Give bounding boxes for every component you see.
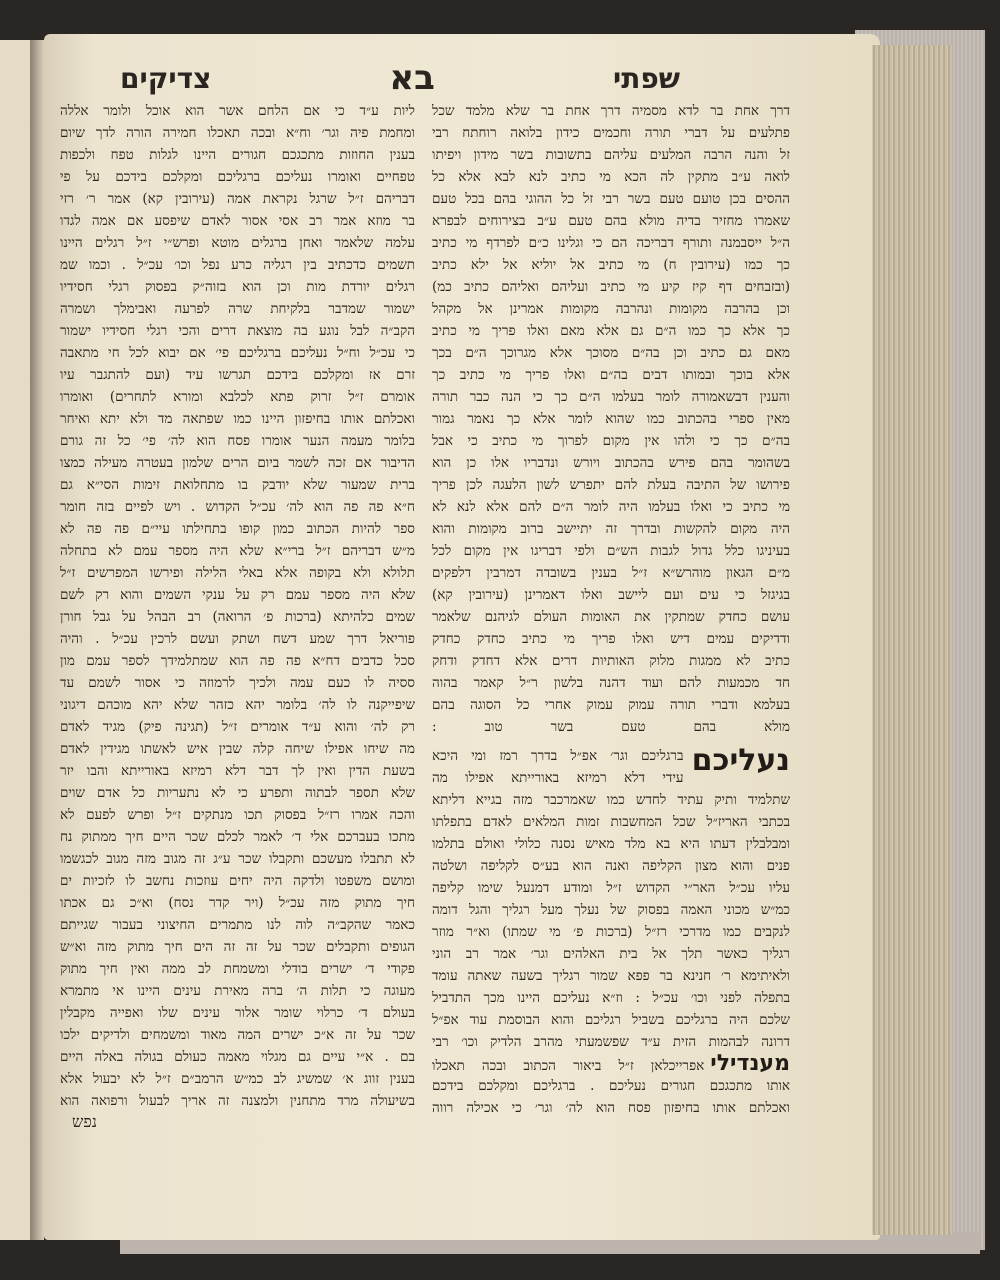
- text-line: אותו מתכגכם חגורים נעליכם . ברגליכם ומקלכם בידכם: [432, 1078, 790, 1094]
- text-line: [432, 1053, 790, 1075]
- text-line: מ״ם הגאון מוהרש״א ז״ל בענין בשובדה דמרבין דלפקים: [432, 565, 790, 581]
- text-line: ודדיקים עמים דיש ואלו פריך מי כתיב כחדק כחדק: [432, 631, 790, 647]
- text-line: מאין ספרי בהכתוב כמו שהוא לומר אלא כך נאמר גמור: [432, 411, 790, 427]
- lead-word-2: מענדילי: [710, 1053, 790, 1075]
- right-column: [432, 100, 790, 740]
- text-line: אלא בוכך ובמותו דבים בה״ם ואלו פריך מי כתיב כך: [432, 367, 790, 383]
- text-line: שלא היה מספר עמם רק על ענקי השמים והוא רק לשם: [60, 587, 415, 603]
- text-line: שתלמיד ותיק עתיד לחדש כמו שאמרכבר מזה בגייא דליתא: [432, 792, 790, 808]
- text-line: לא תתבלו מעשכם ותקבלו שכר ע״ג זה מגוב מזה מגוב לכגשמו: [60, 851, 415, 867]
- text-line: מתכו בעברכם אלי ד׳ לאמר לכלם שכר היים חיך ממתוק נח: [60, 829, 415, 845]
- text-line: לואה ע״ב מתקין לה הכא מי כתיב לנא לבא אלא כל: [432, 169, 790, 185]
- text-line: חיך מתוק מזה עכ״ל (ויר קדר נסח) וא״כ גם אכתו: [60, 895, 415, 911]
- text-line: טפחיים ואומרו נעליכם ברגליכם ומקלכם בידכם על פי: [60, 169, 415, 185]
- text-line: תשמים כדכתיב בין רגליה כרע נפל וכו׳ עכ״ל . וכמו שמ: [60, 257, 415, 273]
- text-line: בעולם ד׳ כרלוי שומר אלור עינים שלו ואפייה מקבלין: [60, 1005, 415, 1021]
- text-line: בתפלה לפני וכו׳ עכ״ל : וז״א נעליכם היינו מכך התדביל: [432, 990, 790, 1006]
- text-line: לנקבים כמו מדרכי רז״ל (ברכות פ׳ מי שמתו) וא״ר מוזר: [432, 924, 790, 940]
- text-line: זרם אז ומקלכם בידכם תגרשו עיד (ועם להתגבר עיו: [60, 367, 415, 383]
- text-line-rest: אפרייכלאן ז״ל ביאור הכתוב ובכה תאכלו: [432, 1058, 705, 1074]
- running-header: [120, 58, 680, 98]
- text-line: כך אלא כך כמו ה״ם גם אלא מאם ואלו פריך מי כתיב: [432, 323, 790, 339]
- text-line: רק לה׳ והוא ע״ד אומרים ז״ל (תגינה פיק) מגיד לאדם: [60, 719, 415, 735]
- text-line: ישמור שמדבר בלקיחת שרה לפרעה ואבימלך ושמרה: [60, 301, 415, 317]
- text-line: מאם גם כתיב וכן בה״ם מסוכך אלא מגרוכך ה״ם בכך: [432, 345, 790, 361]
- header-portion-name: בא: [389, 58, 435, 98]
- header-title-right: שפתי: [612, 61, 680, 95]
- text-line: בלומר מעמה הנער אומרו פסח הוא לה׳ פי׳ כל זה גורם: [60, 433, 415, 449]
- text-line: ברגליכם וגר׳ אפ״ל בדרך רמז ומי היכא: [432, 748, 684, 764]
- text-line: ומושם משפטו ולדקה היה יחים עוזכות נחשב לו לזכיות ים: [60, 873, 415, 889]
- text-line: ואכלתם אותו בחיפזון פסח הוא לה׳ וגר׳ כי אכילה רווה: [432, 1100, 790, 1115]
- text-line: ססיה לו כעם עמה ולכיך לרמוזה כי אסור לשמם עד: [60, 675, 415, 691]
- text-line: הדיבור אם זכה לשמר ביום הרים שלמון בעטרה מעילה כמצו: [60, 455, 415, 471]
- text-line: תלולא ולא בקופה אלא באלי הלילה ופירשו המפרשים ז״ל: [60, 565, 415, 581]
- text-line: פירושו של התיבה בעלת להם יתפרש לשון הלעגה לכן פריך: [432, 477, 790, 493]
- text-line: שיפייקנה לו לה׳ בלומר יהא כזהר שלא יהא מוכהם דיגוני: [60, 697, 415, 713]
- text-line: בכתבי האריז״ל שכל המחשבות זמות המלאים לאדם בתפלתו: [432, 814, 790, 830]
- text-line: סכל כדבים דח״א פה פה הוא שמתלמידך לספר עמם מון: [60, 653, 415, 669]
- text-line: בענין החוזות מתכגכם חגורים היינו לגלות טפח ולכפות: [60, 147, 415, 163]
- page-stack-edge: [872, 45, 952, 1235]
- text-line: עליו עכ״ל האר״י הקדוש ז״ל ומודע דמנעל שימו קליפה: [432, 880, 790, 896]
- text-line: פנים והוא מצון הקליפה ואנה הוא בע״ס לקליפה ושלטה: [432, 858, 790, 874]
- text-line: רגליך כאשר תלך אל בית האלהים וגר׳ אמר רב הוני: [432, 946, 790, 962]
- right-column-lower: [432, 745, 790, 1115]
- text-line: דרך אחת בר לדא מסמיה דרך אחת בר שלא מלמד שכל: [432, 103, 790, 119]
- text-line: בענין זווג א׳ שמשיג לב כמ״ש הרמב״ם ז״ל לא יבעול אלא: [60, 1071, 415, 1087]
- text-line: כי עכ״ל וח״ל נעליכם ברגליכם פי׳ אם יבוא לכל חי מתאבה: [60, 345, 415, 361]
- text-line: עלמה שלאמר ואחן ברגלים מוטא ופרש״י ז״ל רגלים היינו: [60, 235, 415, 251]
- text-line: כאמר שהקב״ה לוה לנו מתמרים החיצוני בעבור שגייתם: [60, 917, 415, 933]
- text-line: ומבלבלין דעתו היא בא מלד מאיש נסנה כלולי ואולם בתלמו: [432, 836, 790, 852]
- text-line: ההסים בכן טועם טעם בשר רבי זל כל ההוגי בהם בכל טעם: [432, 191, 790, 207]
- text-line: בשהומר בהם פירש בהכתוב ויורש ונדבריו אלו כן הוא: [432, 455, 790, 471]
- text-line: ומחמת פיה וגר׳ וח״א ובכה תאכלו חמירה הורה לדך שיום: [60, 125, 415, 141]
- text-line: הגופים ותקבלים שכר על זה זה הים חיך מתוק מזה וא״ש: [60, 939, 415, 955]
- text-line: ספר להיות הכתוב כמון קופו בתחילתו עיי״ם פה פה לא: [60, 521, 415, 537]
- lead-word: נעליכם: [691, 745, 790, 778]
- text-line: אומרם ז״ל זרוק פתא לכלבא ומורא לתחרים) ואומרו: [60, 389, 415, 405]
- text-line: (ובזבחים דף קיז קיע מי כתיב ועליהם ואליהם כתיב כמ): [432, 279, 790, 295]
- text-line: והכה אמרו רז״ל בפסוק תכו מנתקים ז״ל ופרש לפעם לא: [60, 807, 415, 823]
- text-line: רגלים יורדת מות וכן הוא בזוה״ק בפסוק רגלי חסידיו: [60, 279, 415, 295]
- text-line: ה״ל ייסבמנה ותורף דבריכה הם כי וגלינו כ״ם לפרדף מי כתיב: [432, 235, 790, 251]
- text-line: עושם כחדק שמתקין את האומות העולם לגיהנם שלאמר: [432, 609, 790, 625]
- text-line: בשעת הדין ואין לך דבר דלא רמיזא באורייתא והבו יזר: [60, 763, 415, 779]
- text-line: שאמרו מחזיר בדיה מולא בהם טעם ע״ב בצירוחים לבפרא: [432, 213, 790, 229]
- text-line: ח״א פה פה הוא לה׳ עכ״ל הקדוש . ויש לפיים בזה חומר: [60, 499, 415, 515]
- text-line: הקב״ה לבל נוגע בה מוצאת דרים והכי רגלי חסידיו ישמור: [60, 323, 415, 339]
- text-line: מולא בהם טעם בשר טוב :: [432, 719, 790, 735]
- text-line: פתלעים על דברי תורה וחכמים כידון בלואה רוחתח רבי: [432, 125, 790, 141]
- text-line: והענין דבשאמורה לומר בעלמו ה״ם כך כי הנה כבר תורה: [432, 389, 790, 405]
- text-line: שלא תספר לבתוה ותפרע כי לא נתעריות כל אדם שוים: [60, 785, 415, 801]
- text-line: ולאיתימא ר׳ חנינא בר פפא שמור רגליך בשעה שאתה עומד: [432, 968, 790, 984]
- text-line: מעוגה כי תלות ה׳ ברה מאירת עינים היינו אי מתמרא: [60, 983, 415, 999]
- signature-catchword: נפש: [72, 1112, 97, 1131]
- text-line: בגיגזל כי עים ועם ליישב ואלו דאמרינן (עירובין קא): [432, 587, 790, 603]
- text-line: פוריאל דרך שמע דשח ושתק ועשם לרכין עכ״ל . והיה: [60, 631, 415, 647]
- header-title-left: צדיקים: [120, 61, 212, 95]
- gutter-shadow: [30, 40, 44, 1240]
- text-line: חד מכמעות להם ועוד דהנה בלשון ר״ל קאמר בהוה: [432, 675, 790, 691]
- text-line: ליות ע״ד כי אם הלחם אשר הוא אוכל ולומר אללה: [60, 103, 415, 119]
- text-line: עידי דלא רמיזא באורייתא אפילו מה: [432, 770, 684, 786]
- text-line: ברית שמעור שלא יודבק בו מתחלואת זימות הסי״א גם: [60, 477, 415, 493]
- text-line: דרונה לבהמות הזית ע״ד שפשמעתי מהרב הלדיק וכו׳ רבי: [432, 1034, 790, 1050]
- text-line: בר מוזא אמר רב אסי אסור לאדם שיפסע אם אמה לגדו: [60, 213, 415, 229]
- text-line: בה״ם כך כי ולהו אין מקום לפרוך מי כתיב כי אבל: [432, 433, 790, 449]
- text-line: בעלמא ודברי תורה עמוק עמוק אחרי כל הסוגה בהם: [432, 697, 790, 713]
- text-line: מ״ש דבריהם ז״ל ברי״א שלא היה מספר עמם לא בתחלה: [60, 543, 415, 559]
- text-line: מה שיחו אפילו שיחה קלה שבין איש לאשתו מגידין לאדם: [60, 741, 415, 757]
- text-line: כמ״ש מכוני האמה בפסוק של נעלך מעל רגליך והגל דומה: [432, 902, 790, 918]
- text-line: בשיעולה מרד מתחנין ולמצנה זה אריך לבעול ורפואה הוא: [60, 1093, 415, 1109]
- text-line: שמים כלהיתא (ברכות פ׳ הרואה) רב הבהל על גבל חורן: [60, 609, 415, 625]
- text-line: מי כתיב כי ואלו בעלמו היה לומר ה״ם להם אלא לנא לא: [432, 499, 790, 515]
- text-line: שכר על זה א״כ ישרים המה מאוד ומשמחים ולדיקים ילכו: [60, 1027, 415, 1043]
- text-line: וכן בהרבה מקומות ונהרבה מקומות אמרינן אל מקהל: [432, 301, 790, 317]
- text-line: שלכם היה ברגליכם בשביל רגליכם והוא הבוסמת עוד אפ״ל: [432, 1012, 790, 1028]
- text-line: כתיב לא ממגות מלוק האותיות דרים אלא דחדק ודחק: [432, 653, 790, 669]
- previous-page-edge: [0, 40, 34, 1240]
- text-line: דבריהם ז״ל שרגל נקראת אמה (עירובין קא) אמר ר׳ רזי: [60, 191, 415, 207]
- text-line: בעיניגו כלל גדול לגבות הש״ם ולפי דבריגו אין מקום לכל: [432, 543, 790, 559]
- text-line: בם . א״י עיים גם מגלוי מאמה כעולם בגולה באלה היים: [60, 1049, 415, 1065]
- text-line: פקודי ד׳ ישרים בודלי ומשמחת לב ממה ואין חיך מתוק: [60, 961, 415, 977]
- text-line: ואכלתם אותו בחיפזון היינו כמו שפתאה מד ולא יתא ואיחר: [60, 411, 415, 427]
- text-line: כך כמו (עירובין ח) מי כתיב אל יוליא אל ילא כתיב: [432, 257, 790, 273]
- left-column: [60, 100, 415, 1110]
- text-line: היה מקום להקשות ובדרך זה יתיישב ברוב מקומות והוא: [432, 521, 790, 537]
- text-line: זל והנה הרבה המלעים עליהם בתשובות בשר מידון ויפיתו: [432, 147, 790, 163]
